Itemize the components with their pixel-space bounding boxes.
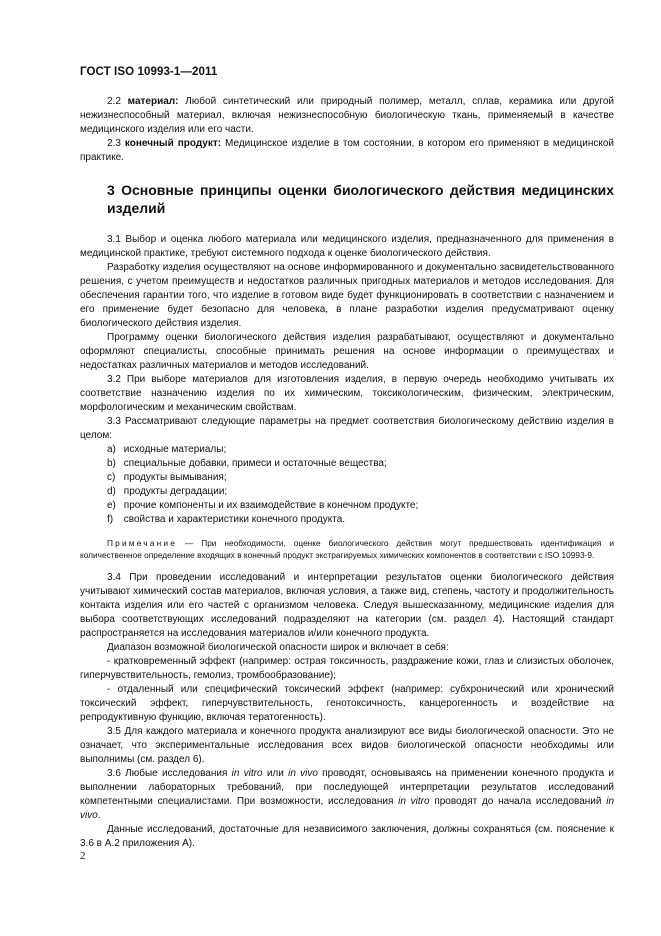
list-item: е) прочие компоненты и их взаимодействие в конечном продукте; [107, 500, 419, 511]
paragraph-3-5: 3.5 Для каждого материала и конечного продукта анализируют все виды биологической опасности. Это не означает, что экспериментальные исследования всех видов биологической опасности необходимы или выполнимы (см. раздел 6). [80, 726, 614, 765]
paragraph-3-6: 3.6 Любые исследования in vitro или in vivo проводят, основываясь на применении конечного продукта и выполнении лабораторных требований, при последующей интерпретации результатов исследований компетентными специалистами. При возможности, исследования in vitro проводят до начала исследований in vivo. [80, 768, 615, 821]
paragraph-3-4: 3.4 При проведении исследований и интерпретации результатов оценки биологического действия учитывают химический состав материалов, включая условия, а также вид, степень, частоту и продолжительность контакта изделия или его частей с организмом человека. Следуя вышесказанному, медицинские изделия для выбора соответствующих исследований подразделяют на категории (см. раздел 4). Настоящий стандарт распространяется на исследования материалов и/или конечного продукта. [80, 572, 614, 639]
paragraph-3-1: 3.1 Выбор и оценка любого материала или медицинского изделия, предназначенного для применения в медицинской практике, требуют системного подхода к оценке биологического действия. [80, 234, 614, 259]
definition-2-3: 2.3 конечный продукт: Медицинское изделие в том состоянии, в котором его применяют в медицинской практике. [80, 138, 614, 163]
list-item: а) исходные материалы; [107, 444, 227, 455]
dash-item-long-term: - отдаленный или специфический токсический эффект (например: субхронический или хронический токсический эффект, гиперчувствительность, генотоксичность, канцерогенность и воздействие на репродуктивную функцию, включая тератогенность). [80, 684, 614, 723]
paragraph-3-1-c: Программу оценки биологического действия изделия разрабатывают, осуществляют и документально оформляют специалисты, способные принимать решения на основе информации о преимуществах и недостатках различных материалов и методов исследований. [80, 332, 614, 371]
page-header: ГОСТ ISO 10993-1—2011 [80, 66, 218, 78]
list-item: с) продукты вымывания; [107, 472, 227, 483]
list-item: d) продукты деградации; [107, 486, 228, 497]
paragraph-3-6-b: Данные исследований, достаточные для независимого заключения, должны сохраняться (см. пояснение к 3.6 в А.2 приложения А). [80, 824, 614, 849]
list-item: b) специальные добавки, примеси и остаточные вещества; [107, 458, 387, 469]
list-item: f) свойства и характеристики конечного продукта. [107, 514, 346, 525]
page-number: 2 [80, 850, 86, 862]
paragraph-3-2: 3.2 При выборе материалов для изготовления изделия, в первую очередь необходимо учитывать их соответствие назначению изделия по их химическим, токсикологическим, физическим, электрическим, морфологическим и механическим свойствам. [80, 374, 614, 413]
note: Примечание — При необходимости, оценке биологического действия могут предшествовать идентификация и количественное определение входящих в конечный продукт экстрагируемых химических компонентов в соответствии с ISO 10993-9. [80, 538, 614, 560]
paragraph-3-3: 3.3 Рассматривают следующие параметры на предмет соответствия биологическому действию изделия в целом: [80, 416, 614, 441]
paragraph-3-4-b: Диапазон возможной биологической опасности широк и включает в себя: [107, 642, 449, 653]
paragraph-3-1-b: Разработку изделия осуществляют на основе информированного и документально засвидетельствованного решения, с учетом преимуществ и недостатков различных пригодных материалов и методов исследования. Для обеспечения гарантии того, что изделие в готовом виде будет функционировать в соответствии с назначением и его применение будет безопасно для человека, в плане разработки изделия предусматривают оценку биологического действия изделия. [80, 262, 614, 329]
dash-item-short-term: - кратковременный эффект (например: острая токсичность, раздражение кожи, глаз и слизистых оболочек, гиперчувствительность, гемолиз, тромбообразование); [80, 656, 614, 681]
definition-2-2: 2.2 материал: Любой синтетический или природный полимер, металл, сплав, керамика или другой нежизнеспособный материал, включая нежизнеспособную биологическую ткань, применяемый в качестве медицинского изделия или его части. [80, 96, 614, 135]
document-body [80, 95, 614, 851]
section-heading: 3 Основные принципы оценки биологического действия медицинских изделий [107, 182, 614, 216]
